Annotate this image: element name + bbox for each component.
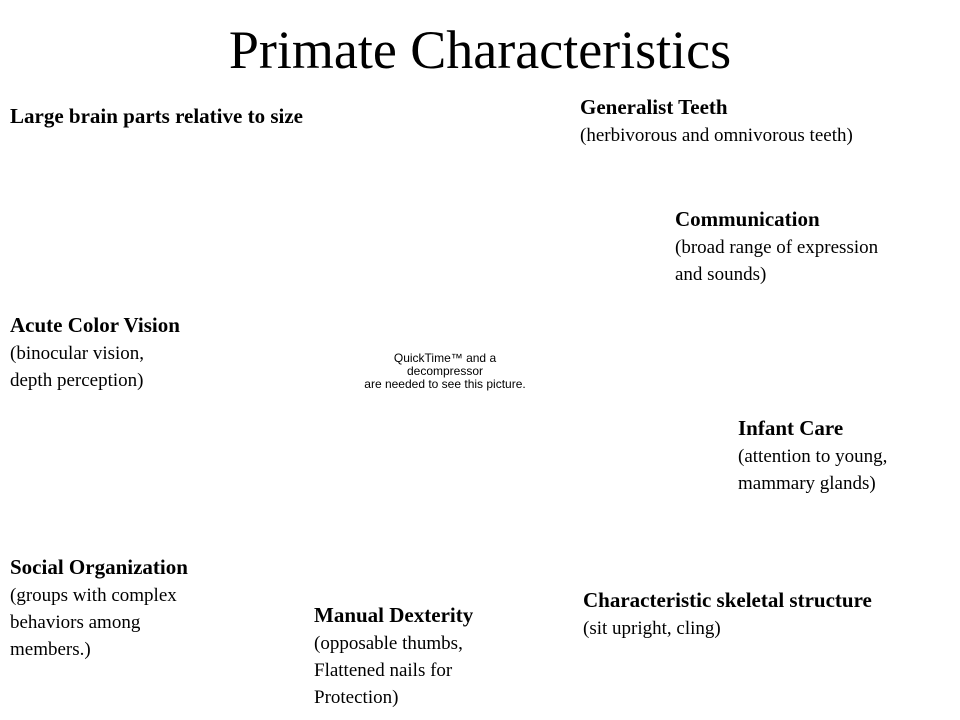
infant-care-item bbox=[738, 413, 887, 497]
communication-item bbox=[675, 204, 878, 288]
generalist-teeth-item bbox=[580, 92, 853, 149]
color-vision-item bbox=[10, 310, 180, 394]
skeletal-structure-heading: Characteristic skeletal structure bbox=[583, 588, 872, 612]
slide-title: Primate Characteristics bbox=[228, 20, 732, 80]
manual-dexterity-item bbox=[314, 600, 473, 711]
communication-detail-line-1: (broad range of expression bbox=[675, 237, 879, 258]
social-organization-detail-line-3: members.) bbox=[10, 639, 91, 660]
brain-size-item bbox=[10, 101, 303, 131]
social-organization-item bbox=[10, 552, 188, 663]
color-vision-detail-line-1: (binocular vision, bbox=[10, 343, 145, 364]
infant-care-detail-line-2: mammary glands) bbox=[738, 473, 876, 494]
communication-detail-line-2: and sounds) bbox=[675, 264, 767, 285]
skeletal-structure-detail: (sit upright, cling) bbox=[583, 618, 721, 639]
manual-dexterity-heading: Manual Dexterity bbox=[314, 603, 474, 627]
generalist-teeth-detail: (herbivorous and omnivorous teeth) bbox=[580, 125, 853, 146]
social-organization-detail-line-2: behaviors among bbox=[10, 612, 141, 633]
infant-care-heading: Infant Care bbox=[738, 416, 844, 440]
infant-care-detail-line-1: (attention to young, bbox=[738, 446, 888, 467]
social-organization-heading: Social Organization bbox=[10, 555, 188, 579]
placeholder-line-3: are needed to see this picture. bbox=[364, 377, 526, 391]
manual-dexterity-detail-line-3: Protection) bbox=[314, 687, 399, 708]
brain-size-heading: Large brain parts relative to size bbox=[10, 104, 303, 128]
placeholder-line-1: QuickTime™ and a bbox=[393, 351, 497, 365]
placeholder-line-2: decompressor bbox=[406, 364, 484, 378]
missing-picture-placeholder bbox=[352, 352, 538, 391]
color-vision-heading: Acute Color Vision bbox=[10, 313, 180, 337]
color-vision-detail-line-2: depth perception) bbox=[10, 370, 144, 391]
manual-dexterity-detail-line-2: Flattened nails for bbox=[314, 660, 453, 681]
social-organization-detail-line-1: (groups with complex bbox=[10, 585, 177, 606]
generalist-teeth-heading: Generalist Teeth bbox=[580, 95, 728, 119]
communication-heading: Communication bbox=[675, 207, 820, 231]
skeletal-structure-item bbox=[583, 585, 872, 642]
manual-dexterity-detail-line-1: (opposable thumbs, bbox=[314, 633, 463, 654]
